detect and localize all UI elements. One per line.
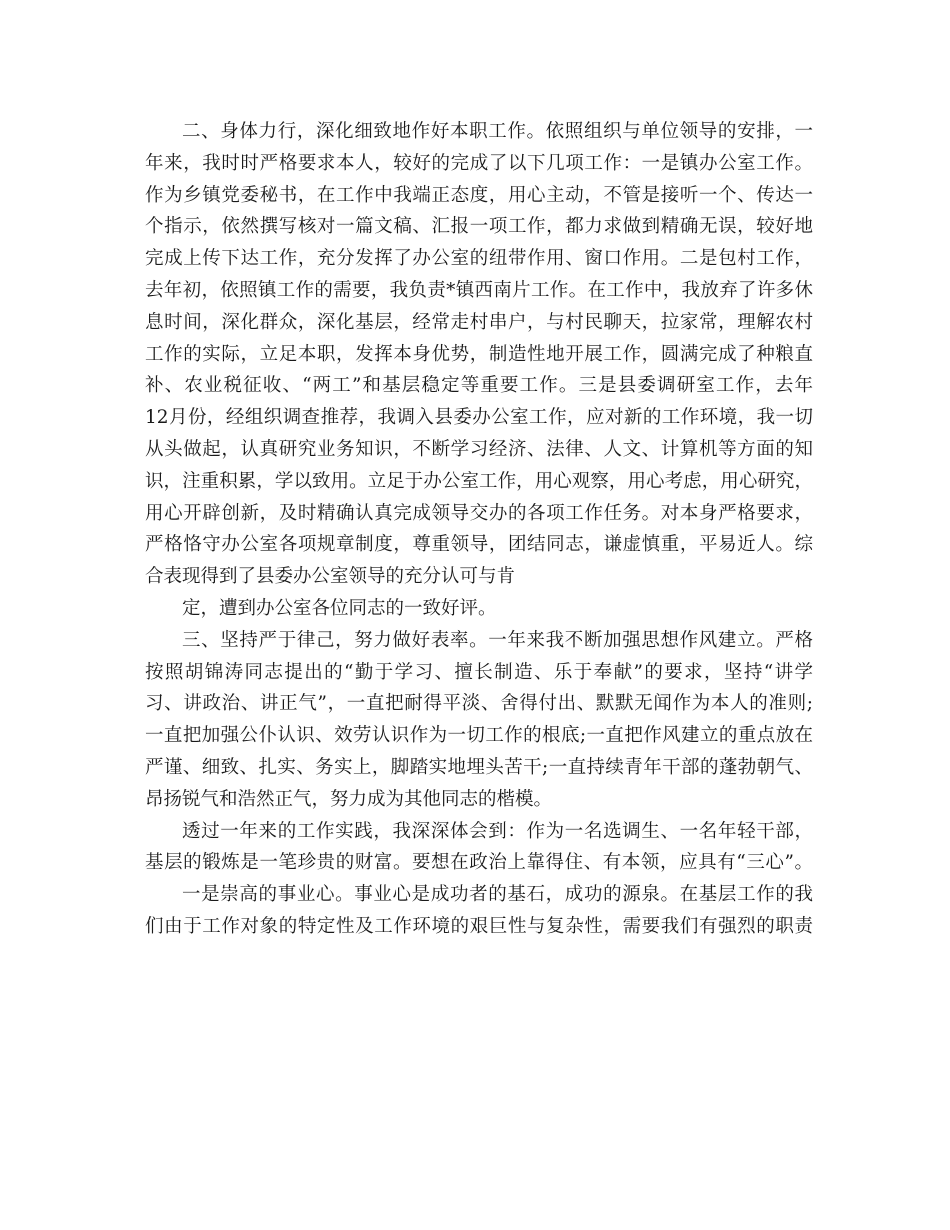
text-line: 三、坚持严于律己，努力做好表率。一年来我不断加强思想作风建立。严格 bbox=[182, 629, 813, 651]
text-line: 严格恪守办公室各项规章制度，尊重领导，团结同志，谦虚慎重，平易近人。综 bbox=[145, 534, 813, 556]
text-line: 昂扬锐气和浩然正气，努力成为其他同志的楷模。 bbox=[145, 788, 553, 810]
text-line: 基层的锻炼是一笔珍贵的财富。要想在政治上靠得住、有本领，应具有“三心”。 bbox=[145, 852, 813, 874]
text-line: 用心开辟创新，及时精确认真完成领导交办的各项工作任务。对本身严格要求， bbox=[145, 502, 813, 524]
text-line: 去年初，依照镇工作的需要，我负责*镇西南片工作。在工作中，我放弃了许多休 bbox=[145, 279, 813, 301]
text-line: 个指示，依然撰写核对一篇文稿、汇报一项工作，都力求做到精确无误，较好地 bbox=[145, 216, 813, 238]
document-body bbox=[145, 116, 813, 943]
text-line: 一是崇高的事业心。事业心是成功者的基石，成功的源泉。在基层工作的我 bbox=[182, 884, 813, 906]
paragraph-continuation bbox=[145, 593, 813, 625]
text-line: 完成上传下达工作，充分发挥了办公室的纽带作用、窗口作用。二是包村工作， bbox=[145, 248, 813, 270]
text-line: 工作的实际，立足本职，发挥本身优势，制造性地开展工作，圆满完成了种粮直 bbox=[145, 343, 813, 365]
text-line: 息时间，深化群众，深化基层，经常走村串户，与村民聊天，拉家常，理解农村 bbox=[145, 311, 813, 333]
text-line: 识，注重积累，学以致用。立足于办公室工作，用心观察，用心考虑，用心研究， bbox=[145, 470, 813, 492]
text-line: 透过一年来的工作实践，我深深体会到：作为一名选调生、一名年轻干部， bbox=[182, 820, 813, 842]
text-line: 们由于工作对象的特定性及工作环境的艰巨性与复杂性，需要我们有强烈的职责 bbox=[145, 915, 813, 937]
text-line: 年来，我时时严格要求本人，较好的完成了以下几项工作：一是镇办公室工作。 bbox=[145, 152, 813, 174]
text-line: 按照胡锦涛同志提出的“勤于学习、擅长制造、乐于奉献”的要求，坚持“讲学 bbox=[145, 661, 813, 683]
paragraph-self-discipline bbox=[145, 625, 813, 816]
paragraph-work-duties bbox=[145, 116, 813, 593]
text-line: 作为乡镇党委秘书，在工作中我端正态度，用心主动，不管是接听一个、传达一 bbox=[145, 184, 813, 206]
text-line: 12月份，经组织调查推荐，我调入县委办公室工作，应对新的工作环境，我一切 bbox=[145, 407, 813, 429]
text-line: 补、农业税征收、“两工”和基层稳定等重要工作。三是县委调研室工作，去年 bbox=[145, 375, 813, 397]
paragraph-experience bbox=[145, 816, 813, 880]
text-line: 严谨、细致、扎实、务实上，脚踏实地埋头苦干;一直持续青年干部的蓬勃朝气、 bbox=[145, 756, 813, 778]
text-line: 合表现得到了县委办公室领导的充分认可与肯 bbox=[145, 566, 516, 588]
text-line: 一直把加强公仆认识、效劳认识作为一切工作的根底;一直把作风建立的重点放在 bbox=[145, 725, 813, 747]
text-line: 二、身体力行，深化细致地作好本职工作。依照组织与单位领导的安排，一 bbox=[182, 121, 813, 142]
text-line: 定，遭到办公室各位同志的一致好评。 bbox=[182, 597, 497, 619]
text-line: 从头做起，认真研究业务知识，不断学习经济、法律、人文、计算机等方面的知 bbox=[145, 438, 813, 460]
paragraph-dedication bbox=[145, 879, 813, 943]
text-line: 习、讲政治、讲正气”，一直把耐得平淡、舍得付出、默默无闻作为本人的准则; bbox=[145, 693, 813, 715]
